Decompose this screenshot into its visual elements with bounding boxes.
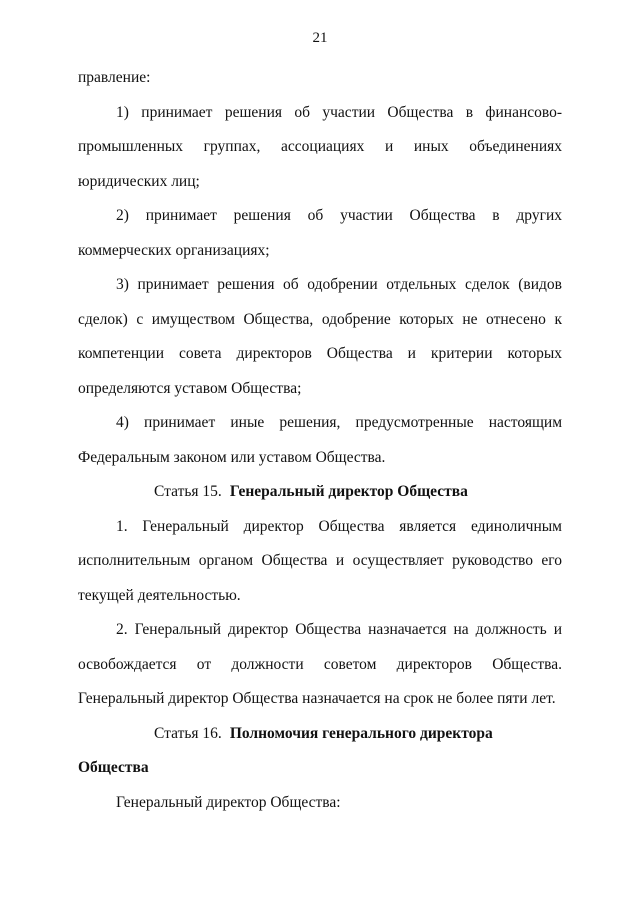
article-16-title: Полномочия генерального директора Общества	[78, 724, 493, 776]
page-number: 21	[312, 30, 328, 46]
article-15-heading	[78, 475, 562, 510]
list-item-4: 4) принимает иные решения, предусмотренные настоящим Федеральным законом или уставом Общества.	[78, 414, 562, 466]
article-16-intro: Генеральный директор Общества:	[116, 793, 341, 811]
article-16-number: Статья 16.	[154, 724, 222, 742]
list-item-1: 1) принимает решения об участии Общества в финансово-промышленных группах, ассоциациях и иных объединениях юридических лиц;	[78, 103, 562, 190]
list-item-3: 3) принимает решения об одобрении отдельных сделок (видов сделок) с имуществом Общества, одобрение которых не отнесено к компетенции совета директоров Общества и критерии которых определяются уставом Общества;	[78, 276, 562, 397]
article-15-title: Генеральный директор Общества	[229, 483, 468, 500]
paragraph-continuation: правление:	[78, 69, 151, 86]
body-text	[78, 61, 562, 820]
article-15-clause-2: 2. Генеральный директор Общества назначается на должность и освобождается от должности советом директоров Общества. Генеральный директор Общества назначается на срок не более пяти лет.	[78, 621, 562, 707]
article-15-number: Статья 15.	[154, 483, 222, 500]
article-16-heading	[78, 717, 562, 786]
list-item-2: 2) принимает решения об участии Общества в других коммерческих организациях;	[78, 207, 562, 259]
article-15-clause-1: 1. Генеральный директор Общества является единоличным исполнительным органом Общества и осуществляет руководство его текущей деятельностью.	[78, 517, 562, 604]
